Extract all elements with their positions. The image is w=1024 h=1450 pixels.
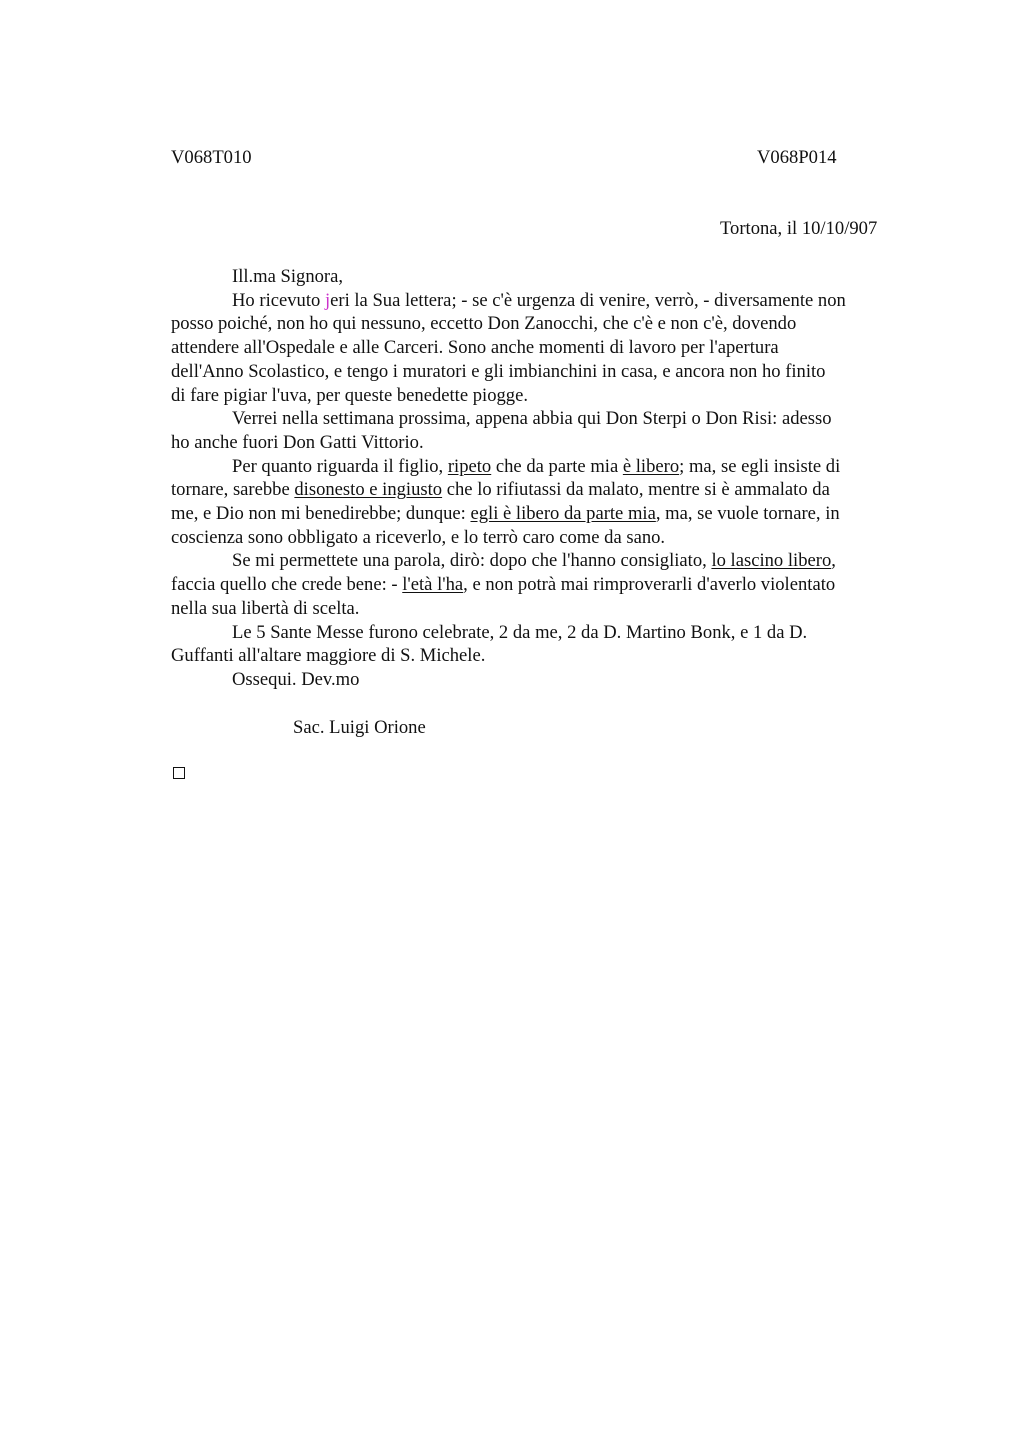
closing-text: Ossequi. Dev.mo: [232, 668, 360, 690]
salutation-text: Ill.ma Signora,: [232, 266, 344, 287]
document-code-right: V068P014: [757, 147, 837, 168]
text-run: faccia quello che crede bene: -: [171, 574, 403, 596]
paragraph-1-line-1: [171, 289, 931, 313]
paragraph-3-line-4: coscienza sono obbligato a riceverlo, e lo terrò caro come da sano.: [171, 526, 666, 548]
text-run: tornare, sarebbe: [171, 479, 295, 501]
paragraph-2-line-2: ho anche fuori Don Gatti Vittorio.: [171, 431, 424, 453]
closing: [171, 668, 931, 692]
paragraph-1: [171, 289, 931, 408]
paragraph-4: [171, 549, 931, 620]
text-run: , ma, se vuole tornare, in: [655, 503, 840, 525]
text-run: ,: [831, 550, 836, 572]
paragraph-3: [171, 455, 931, 550]
text-run: Ho ricevuto: [232, 289, 325, 311]
paragraph-1-line-3: attendere all'Ospedale e alle Carceri. Sono anche momenti di lavoro per l'apertura: [171, 337, 779, 359]
underlined-text: è libero: [622, 455, 680, 477]
paragraph-5-line-1: Le 5 Sante Messe furono celebrate, 2 da me, 2 da D. Martino Bonk, e 1 da D.: [232, 621, 808, 643]
paragraph-5-line-2: Guffanti all'altare maggiore di S. Michele.: [171, 645, 486, 667]
text-run: che lo rifiutassi da malato, mentre si è ammalato da: [442, 479, 830, 501]
paragraph-2-line-1: Verrei nella settimana prossima, appena abbia qui Don Sterpi o Don Risi: adesso: [232, 408, 832, 430]
paragraph-3-line-3: [171, 502, 931, 526]
text-run: eri la Sua lettera; - se c'è urgenza di venire, verrò, - diversamente non: [330, 289, 846, 311]
underlined-text: lo lascino libero: [711, 550, 832, 572]
paragraph-1-line-2: posso poiché, non ho qui nessuno, eccetto Don Zanocchi, che c'è e non c'è, dovendo: [171, 313, 797, 335]
paragraph-4-line-3: nella sua libertà di scelta.: [171, 597, 360, 619]
paragraph-3-line-2: [171, 478, 931, 502]
dateline: Tortona, il 10/10/907: [720, 218, 878, 239]
paragraph-1-line-5: di fare pigiar l'uva, per queste benedette piogge.: [171, 384, 529, 406]
paragraph-4-line-2: [171, 573, 931, 597]
text-run: Per quanto riguarda il figlio,: [232, 455, 448, 477]
highlighted-letter: j: [324, 289, 331, 311]
salutation: [171, 265, 931, 289]
document-code-left: V068T010: [171, 147, 252, 168]
underlined-text: ripeto: [447, 455, 492, 477]
paragraph-4-line-1: [171, 549, 931, 573]
paragraph-3-line-1: [171, 455, 931, 479]
text-run: che da parte mia: [491, 455, 623, 477]
end-marker-icon: [173, 767, 185, 779]
underlined-text: egli è libero da parte mia: [470, 503, 656, 525]
text-run: me, e Dio non mi benedirebbe; dunque:: [171, 503, 471, 525]
signature: Sac. Luigi Orione: [293, 717, 426, 738]
letter-body: [171, 265, 931, 692]
text-run: ; ma, se egli insiste di: [679, 455, 841, 477]
paragraph-1-line-4: dell'Anno Scolastico, e tengo i muratori e gli imbianchini in casa, e ancora non ho finito: [171, 360, 826, 382]
paragraph-5: [171, 621, 931, 668]
underlined-text: disonesto e ingiusto: [294, 479, 443, 501]
underlined-text: l'età l'ha: [402, 574, 464, 596]
text-run: , e non potrà mai rimproverarli d'averlo violentato: [463, 574, 836, 596]
text-run: Se mi permettete una parola, dirò: dopo che l'hanno consigliato,: [232, 550, 712, 572]
paragraph-2: [171, 407, 931, 454]
